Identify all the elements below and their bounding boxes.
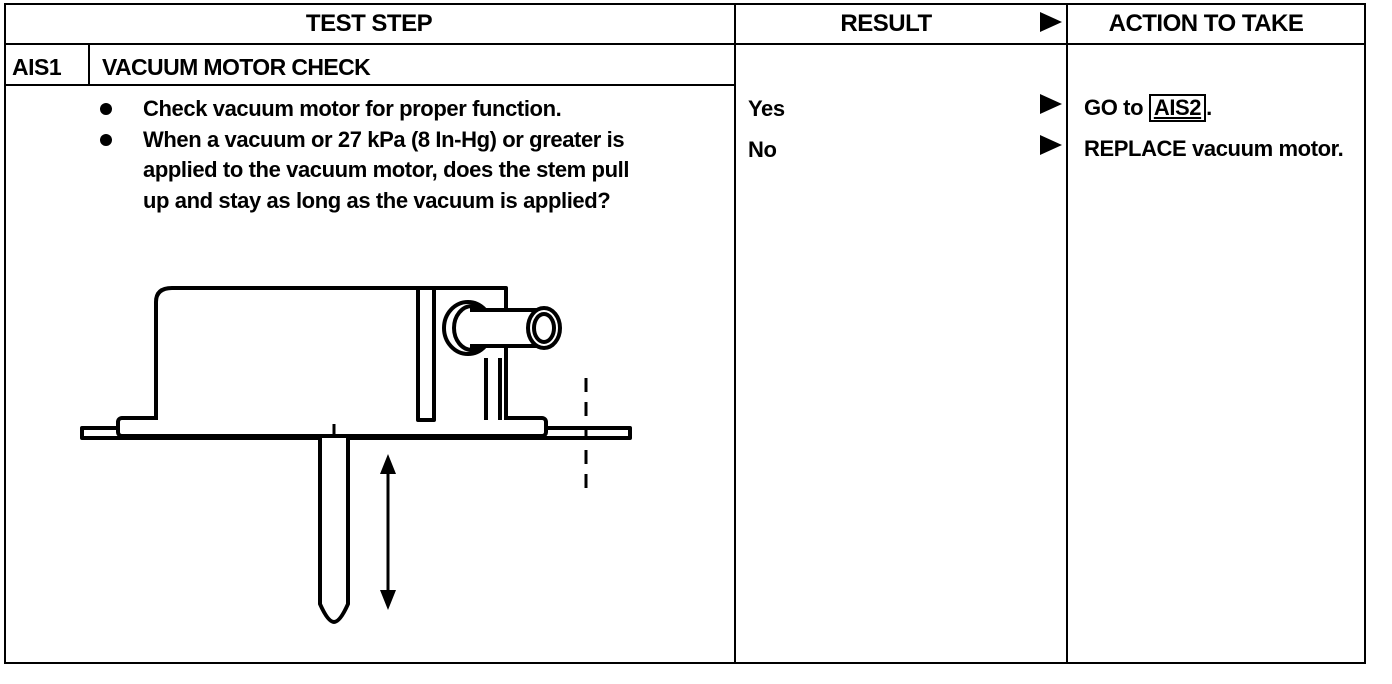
- action-yes-suffix: .: [1206, 95, 1212, 120]
- result-no: No: [748, 137, 777, 162]
- action-yes-prefix: GO to: [1084, 95, 1149, 120]
- header-divider: [4, 43, 1366, 45]
- header-result: RESULT: [840, 10, 932, 37]
- bullet-icon: [100, 103, 112, 115]
- column-divider-result: [734, 3, 736, 664]
- step-id: AIS1: [12, 54, 62, 80]
- header-arrow-icon: [1040, 12, 1062, 32]
- instruction-item: [100, 94, 660, 125]
- instruction-text: Check vacuum motor for proper function.: [143, 96, 562, 121]
- step-instructions: [100, 94, 660, 216]
- step-title-divider: [4, 84, 736, 86]
- column-divider-action: [1066, 3, 1068, 664]
- action-yes: [1084, 92, 1354, 124]
- header-action-to-take: ACTION TO TAKE: [1108, 10, 1304, 37]
- vacuum-motor-diagram-icon: [76, 278, 636, 648]
- instruction-item: [100, 125, 660, 217]
- result-yes: Yes: [748, 96, 785, 121]
- step-id-divider: [88, 43, 90, 86]
- header-test-step: TEST STEP: [305, 10, 433, 37]
- step-title: VACUUM MOTOR CHECK: [102, 54, 371, 80]
- action-no: REPLACE vacuum motor.: [1084, 136, 1344, 161]
- instruction-text: When a vacuum or 27 kPa (8 In-Hg) or greater is applied to the vacuum motor, does the stem pull up and stay as long as the vacuum is applied?: [143, 126, 630, 213]
- bullet-icon: [100, 134, 112, 146]
- step-reference-link[interactable]: AIS2: [1149, 94, 1206, 122]
- result-yes-arrow-icon: [1040, 94, 1062, 114]
- result-no-arrow-icon: [1040, 135, 1062, 155]
